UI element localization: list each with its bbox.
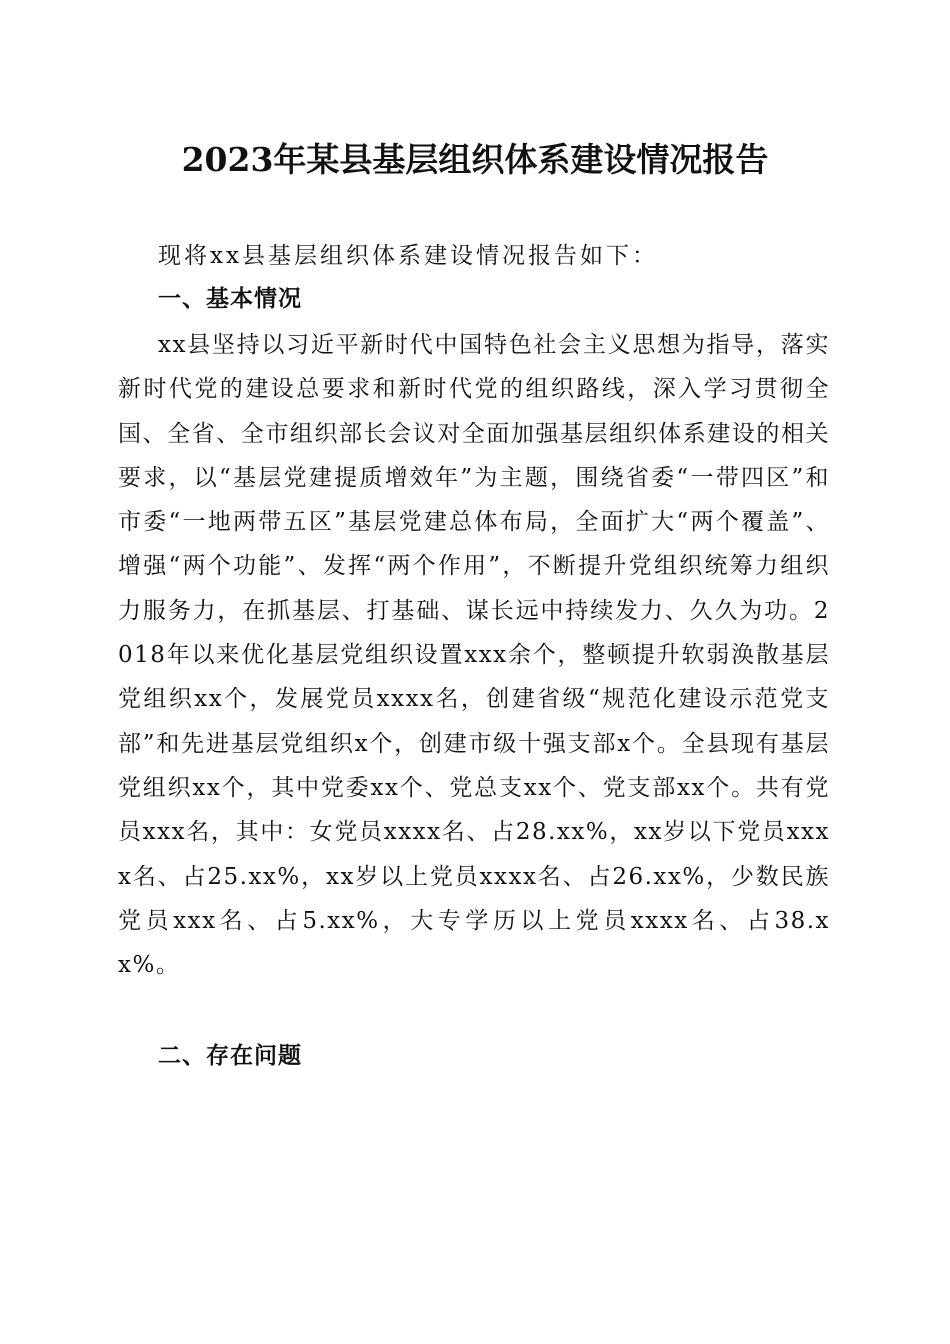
- section-heading-basic-situation: 一、基本情况: [158, 286, 302, 312]
- section-heading-problems: 二、存在问题: [158, 1043, 302, 1069]
- document-title: 2023年某县基层组织体系建设情况报告: [181, 140, 769, 179]
- section-body-basic-situation: xx县坚持以习近平新时代中国特色社会主义思想为指导，落实新时代党的建设总要求和新时代党的组织路线，深入学习贯彻全国、全省、全市组织部长会议对全面加强基层组织体系建设的相关要求，以“基层党建提质增效年”为主题，围绕省委“一带四区”和市委“一地两带五区”基层党建总体布局，全面扩大“两个覆盖”、增强“两个功能”、发挥“两个作用”，不断提升党组织统筹力组织力服务力，在抓基层、打基础、谋长远中持续发力、久久为功。2018年以来优化基层党组织设置xxx余个，整顿提升软弱涣散基层党组织xx个，发展党员xxxx名，创建省级“规范化建设示范党支部”和先进基层党组织x个，创建市级十强支部x个。全县现有基层党组织xx个，其中党委xx个、党总支xx个、党支部xx个。共有党员xxx名，其中：女党员xxxx名、占28.xx%，xx岁以下党员xxxx名、占25.xx%，xx岁以上党员xxxx名、占26.xx%，少数民族党员xxx名、占5.xx%，大专学历以上党员xxxx名、占38.xx%。: [118, 332, 830, 979]
- intro-paragraph: 现将xx县基层组织体系建设情况报告如下：: [158, 243, 658, 269]
